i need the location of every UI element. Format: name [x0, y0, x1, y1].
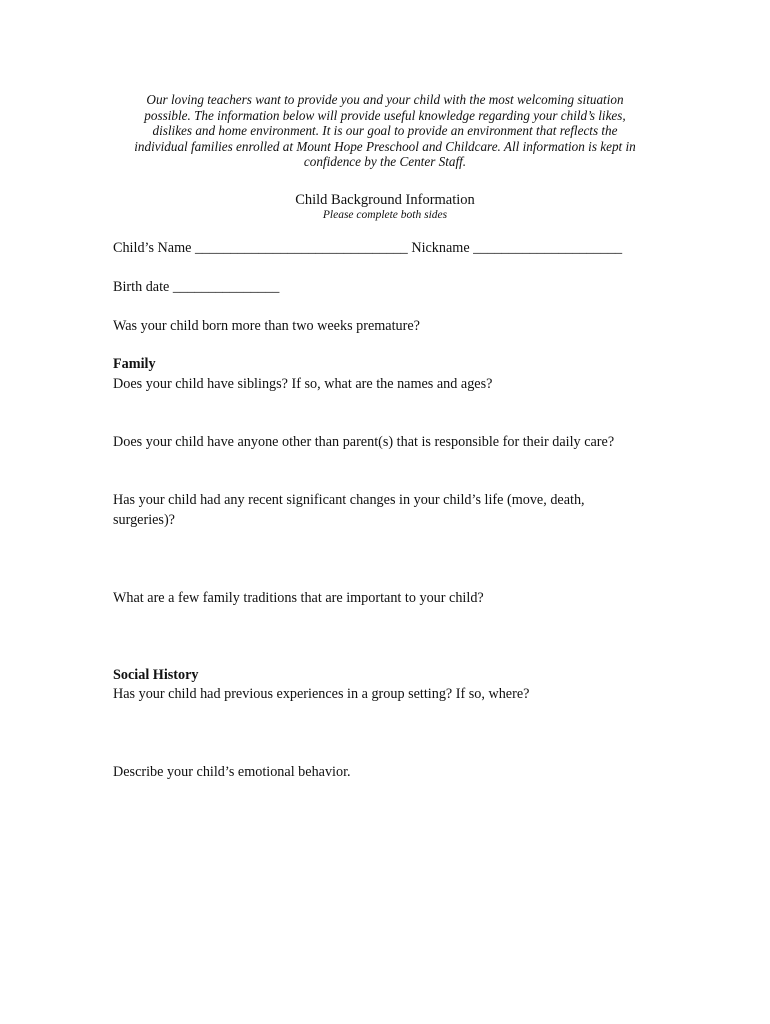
child-name-field[interactable]: Child’s Name ______________________________ Nickname _____________________	[113, 240, 623, 256]
family-heading: Family	[113, 356, 156, 372]
group-setting-question: Has your child had previous experiences in a group setting? If so, where?	[113, 686, 530, 702]
intro-paragraph	[112, 92, 658, 170]
changes-question: Has your child had any recent significant changes in your child’s life (move, death,	[113, 492, 585, 508]
changes-question-continued: surgeries)?	[113, 512, 175, 528]
emotional-behavior-question: Describe your child’s emotional behavior.	[113, 764, 351, 780]
premature-question: Was your child born more than two weeks premature?	[113, 318, 420, 334]
form-title: Child Background Information	[295, 192, 475, 208]
intro-line: individual families enrolled at Mount Hope Preschool and Childcare. All information is kept in	[134, 138, 636, 154]
form-subtitle: Please complete both sides	[322, 209, 448, 221]
social-history-heading: Social History	[113, 667, 199, 683]
siblings-question: Does your child have siblings? If so, what are the names and ages?	[113, 376, 493, 392]
intro-line: possible. The information below will provide useful knowledge regarding your child’s likes,	[144, 107, 626, 123]
intro-line: dislikes and home environment. It is our goal to provide an environment that reflects the	[152, 123, 618, 138]
intro-line: Our loving teachers want to provide you and your child with the most welcoming situation	[146, 92, 624, 107]
traditions-question: What are a few family traditions that are important to your child?	[113, 590, 484, 606]
caregiver-question: Does your child have anyone other than parent(s) that is responsible for their daily care?	[113, 434, 615, 450]
intro-line: confidence by the Center Staff.	[303, 154, 467, 169]
birth-date-field[interactable]: Birth date _______________	[113, 279, 280, 295]
